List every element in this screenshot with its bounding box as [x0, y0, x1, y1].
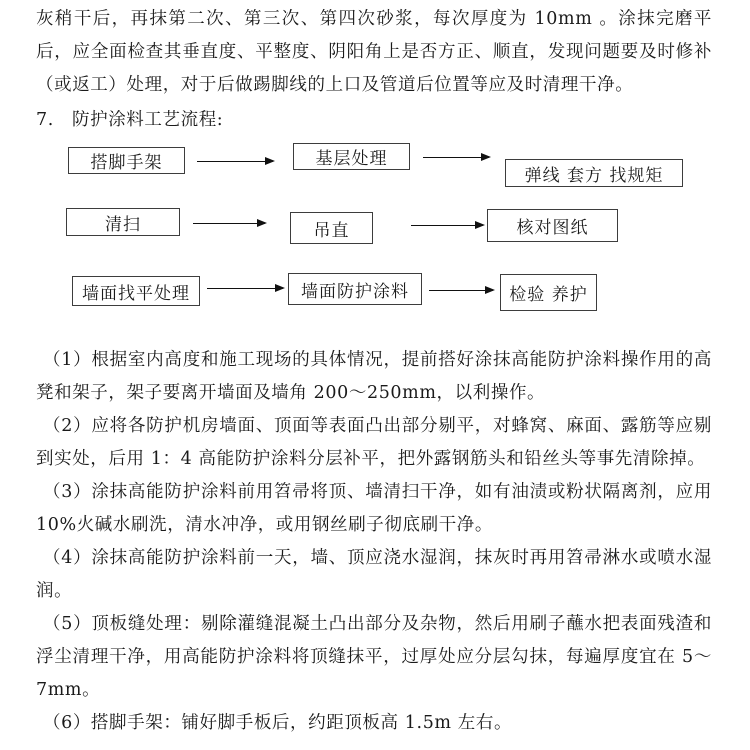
arrow-right-icon — [423, 157, 489, 158]
section-heading: 7. 防护涂料工艺流程: — [36, 110, 224, 130]
flow-box-scaffolding: 搭脚手架 — [68, 147, 185, 174]
flow-box-wall-leveling: 墙面找平处理 — [72, 276, 200, 306]
paragraph-3: （3）涂抹高能防护涂料前用笤帚将顶、墙清扫干净，如有油渍或粉状隔离剂，应用 10%火碱水刷洗，清水冲净，或用钢丝刷子彻底刷干净。 — [36, 482, 712, 535]
process-flowchart — [0, 139, 750, 322]
flow-box-snap-lines-squaring: 弹线 套方 找规矩 — [505, 159, 683, 187]
paragraph-4: （4）涂抹高能防护涂料前一天，墙、顶应浇水湿润，抹灰时再用笤帚淋水或喷水湿润。 — [36, 548, 712, 601]
flow-box-base-treatment: 基层处理 — [293, 143, 410, 170]
flow-box-cleaning: 清扫 — [66, 208, 180, 236]
flow-box-inspection-curing: 检验 养护 — [500, 274, 597, 311]
intro-paragraph: 灰稍干后，再抹第二次、第三次、第四次砂浆，每次厚度为 10mm 。涂抹完磨平后，应全面检查其垂直度、平整度、阴阳角上是否方正、顺直，发现问题要及时修补（或返工）处理，对于后做踢脚线的上口及管道后位置等应及时清理干净。 — [36, 9, 712, 95]
paragraph-1: （1）根据室内高度和施工现场的具体情况，提前搭好涂抹高能防护涂料操作用的高凳和架子，架子要离开墙面及墙角 200～250mm，以利操作。 — [36, 350, 712, 403]
flow-box-check-drawings: 核对图纸 — [487, 209, 618, 242]
paragraph-5: （5）顶板缝处理：剔除灌缝混凝土凸出部分及杂物，然后用刷子蘸水把表面残渣和浮尘清理干净，用高能防护涂料将顶缝抹平，过厚处应分层勾抹，每遍厚度宜在 5～7mm。 — [36, 614, 712, 700]
arrow-right-icon — [207, 288, 283, 289]
arrow-right-icon — [429, 290, 493, 291]
paragraph-2: （2）应将各防护机房墙面、顶面等表面凸出部分剔平，对蜂窝、麻面、露筋等应剔到实处，后用 1：4 高能防护涂料分层补平，把外露钢筋头和铅丝头等事先清除掉。 — [36, 416, 712, 469]
paragraph-6: （6）搭脚手架：铺好脚手板后，约距顶板高 1.5m 左右。 — [43, 713, 513, 733]
arrow-right-icon — [411, 225, 483, 226]
flow-box-plumb-hanging: 吊直 — [290, 212, 373, 244]
arrow-right-icon — [197, 161, 273, 162]
flow-box-wall-protective-coating: 墙面防护涂料 — [288, 273, 422, 305]
arrow-right-icon — [193, 223, 265, 224]
